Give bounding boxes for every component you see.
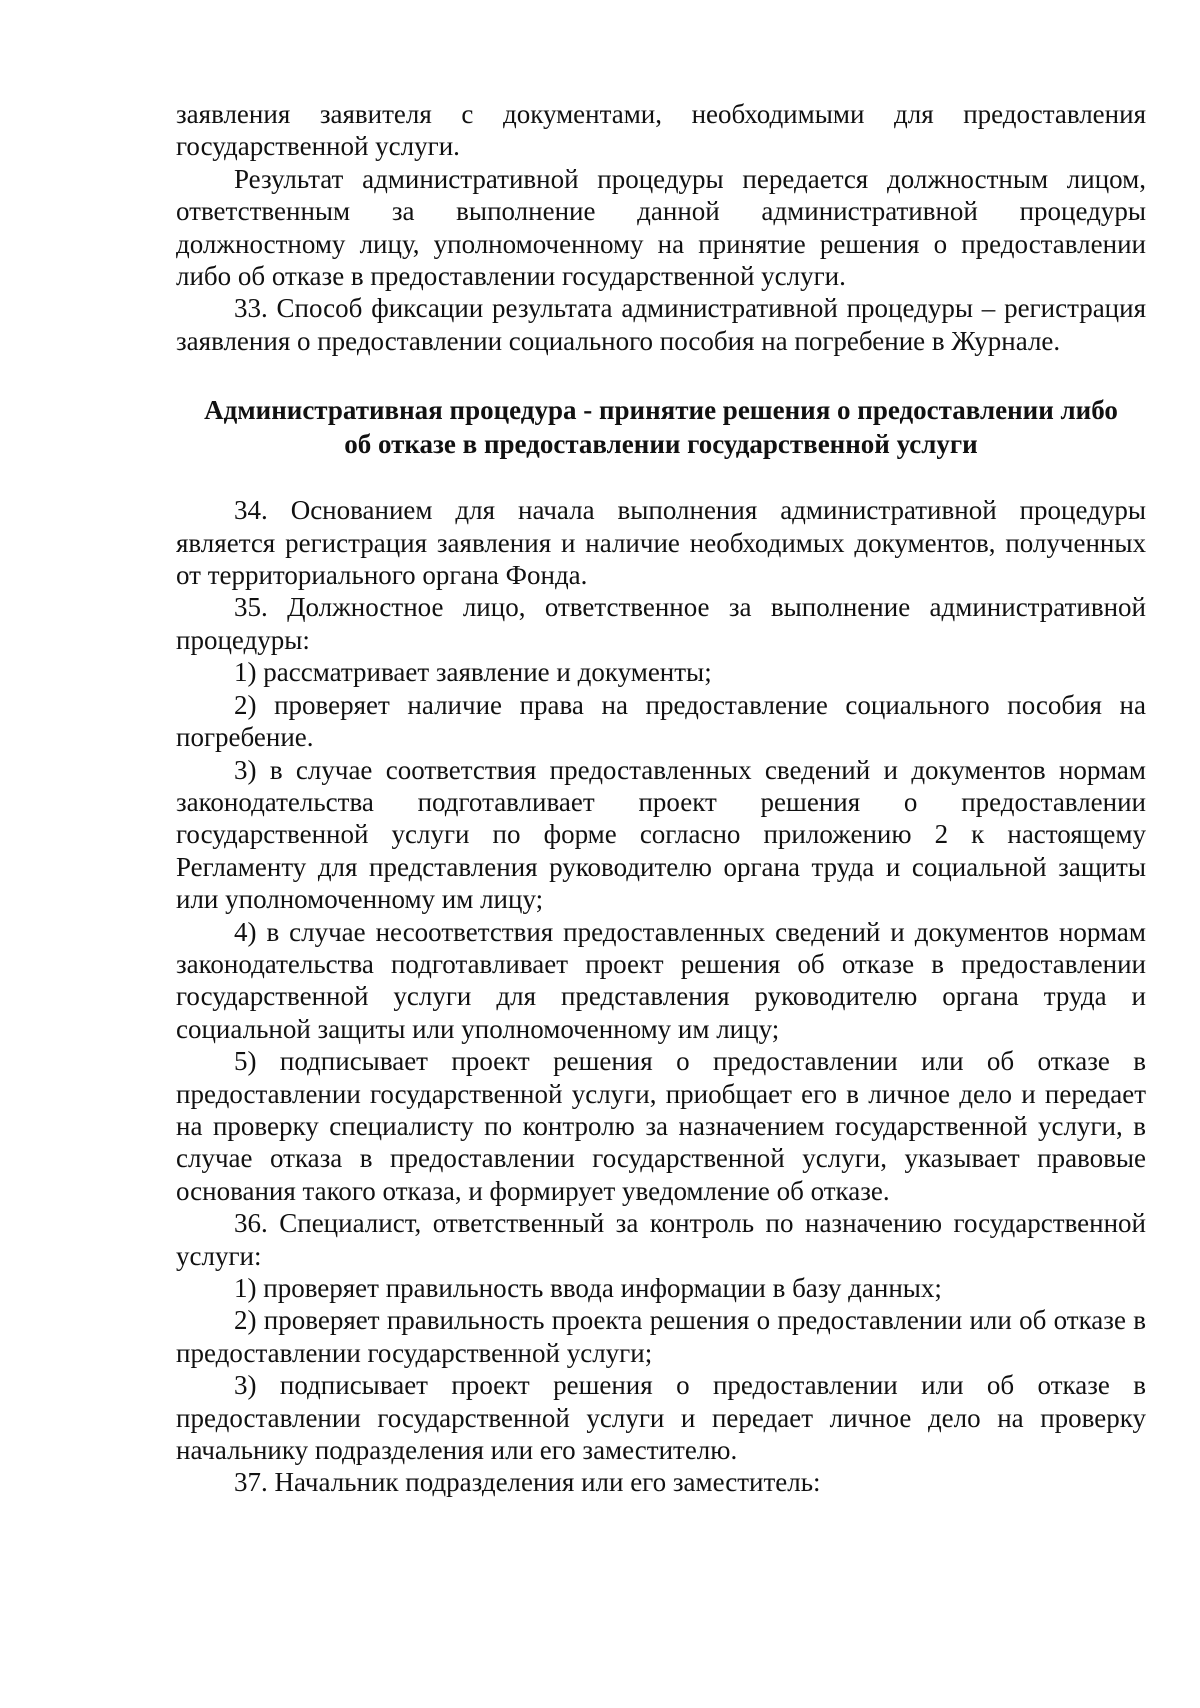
list-item-35-5: 5) подписывает проект решения о предоставлении или об отказе в предоставлении государственной услуги, приобщает его в личное дело и передает на проверку специалисту по контролю за назначением государственной услуги, в случае отказа в предоставлении государственной услуги, указывает правовые основания такого отказа, и формирует уведомление об отказе. — [176, 1046, 1146, 1206]
list-item-35-4: 4) в случае несоответствия предоставленных сведений и документов нормам законодательства подготавливает проект решения об отказе в предоставлении государственной услуги для представления руководителю органа труда и социальной защиты или уполномоченному им лицу; — [176, 916, 1146, 1044]
section-heading — [176, 393, 1146, 461]
list-item-35-3: 3) в случае соответствия предоставленных сведений и документов нормам законодательства подготавливает проект решения о предоставлении государственной услуги по форме согласно приложению 2 к настоящему Регламенту для представления руководителю органа труда и социальной защиты или уполномоченному им лицу; — [176, 754, 1146, 915]
paragraph-37: 37. Начальник подразделения или его заместитель: — [234, 1467, 821, 1498]
list-item-35-2: 2) проверяет наличие права на предоставление социального пособия на погребение. — [176, 689, 1146, 753]
section-heading-line-1: Административная процедура - принятие решения о предоставлении либо — [204, 395, 1118, 426]
list-item-36-3: 3) подписывает проект решения о предоставлении или об отказе в предоставлении государственной услуги и передает личное дело на проверку начальнику подразделения или его заместителю. — [176, 1370, 1146, 1466]
list-item-36-1: 1) проверяет правильность ввода информации в базу данных; — [234, 1273, 942, 1303]
paragraph-34: 34. Основанием для начала выполнения административной процедуры является регистрация заявления и наличие необходимых документов, полученных от территориального органа Фонда. — [176, 495, 1146, 591]
paragraph-36: 36. Специалист, ответственный за контроль по назначению государственной услуги: — [176, 1208, 1146, 1271]
paragraph-33: 33. Способ фиксации результата административной процедуры – регистрация заявления о предоставлении социального пособия на погребение в Журнале. — [176, 293, 1146, 356]
paragraph: Результат административной процедуры передается должностным лицом, ответственным за выполнение данной административной процедуры должностному лицу, уполномоченному на принятие решения о предоставлении либо об отказе в предоставлении государственной услуги. — [176, 163, 1146, 292]
list-item-35-1: 1) рассматривает заявление и документы; — [234, 657, 712, 688]
paragraph-35: 35. Должностное лицо, ответственное за выполнение административной процедуры: — [176, 592, 1146, 655]
list-item-36-2: 2) проверяет правильность проекта решения о предоставлении или об отказе в предоставлении государственной услуги; — [176, 1305, 1146, 1368]
document-page — [176, 98, 1146, 1499]
paragraph: заявления заявителя с документами, необходимыми для предоставления государственной услуги. — [176, 99, 1146, 162]
section-heading-line-2: об отказе в предоставлении государственной услуги — [344, 429, 978, 460]
